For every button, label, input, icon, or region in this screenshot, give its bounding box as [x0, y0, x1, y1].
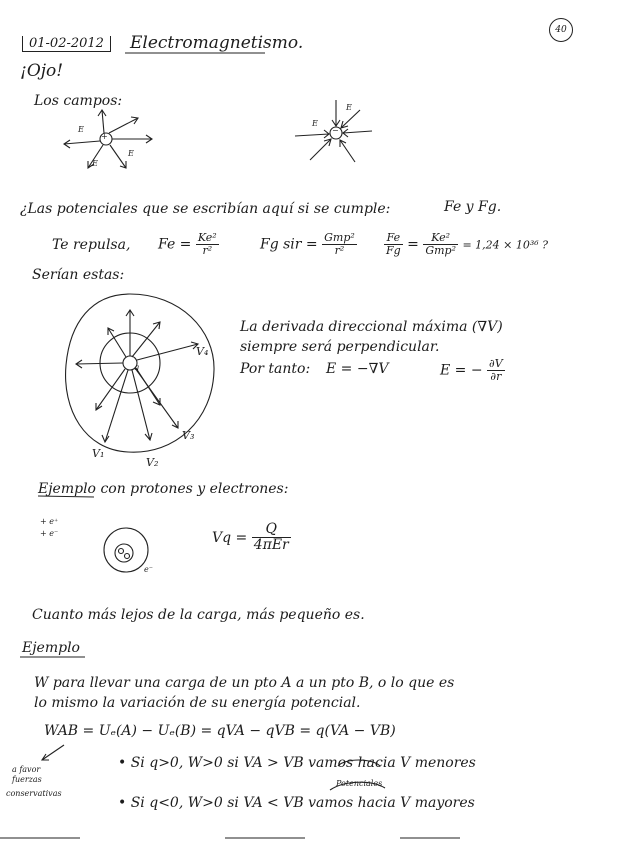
v4-label: V₄	[196, 345, 209, 358]
example-protons-title: Ejemplo con protones y electrones:	[38, 481, 289, 497]
margin-note-3: conservativas	[6, 789, 62, 798]
gravity-formula: Fg sir = $\frac{\text{Gmp²}}{\text{r²}}$	[260, 231, 355, 258]
margin-note-1: a favor	[12, 765, 41, 774]
positive-charge-diagram	[64, 110, 152, 168]
coulomb-formula: Fe = $\frac{\text{Ke²}}{\text{r²}}$	[158, 231, 217, 258]
electron-note: + e⁻	[40, 529, 59, 538]
charge-q-label: q	[134, 363, 140, 372]
electron-label: e⁻	[144, 565, 153, 574]
margin-note-2: fuerzas	[12, 775, 42, 784]
repulsion-label: Te repulsa,	[52, 237, 131, 253]
partial-formula: E = − $\frac{\partial V}{\partial r}$	[440, 357, 503, 384]
plus-charge-sign: +	[101, 132, 108, 141]
gradient-formula: E = −∇V	[326, 361, 389, 377]
work-definition-1: W para llevar una carga de un pto A a un pto B, o lo que es	[34, 675, 455, 691]
v3-label: V₃	[182, 429, 195, 442]
work-definition-2: lo mismo la variación de su energía potencial.	[34, 695, 361, 711]
case-negative-charge: • Si q<0, W>0 si VA < VB vamos hacia V mayores	[118, 795, 475, 811]
work-equation: WAB = Uₑ(A) − Uₑ(B) = qVA − qVB = q(VA − VB)	[44, 723, 396, 739]
e-vector-label-3: E	[128, 149, 134, 158]
e-vector-label-1: E	[78, 125, 84, 134]
derivative-text-2: siempre será perpendicular.	[240, 339, 440, 355]
e-vector-label-4: E	[312, 119, 318, 128]
forces-label: Fe y Fg.	[444, 199, 502, 215]
example-title: Ejemplo	[22, 640, 80, 656]
date-label: 01-02-2012	[22, 36, 111, 52]
v1-label: V₁	[92, 447, 105, 460]
distance-conclusion: Cuanto más lejos de la carga, más pequeño es.	[32, 607, 365, 623]
e-vector-label-5: E	[346, 103, 352, 112]
atom-diagram	[104, 528, 148, 572]
potential-formula: Vq = $\frac{Q}{\text{4πEr}}$	[212, 521, 289, 554]
force-ratio-formula: $\frac{Fe}{Fg}$ = $\frac{\text{Ke²}}{\text{Gmp²}}$ = 1,24 × 10³⁶ ?	[386, 231, 549, 258]
potentials-question: ¿Las potenciales que se escribían aquí si se cumple:	[20, 201, 391, 217]
page-number-badge: 40	[549, 18, 573, 42]
potenciales-note: Potenciales	[336, 779, 383, 788]
therefore-label: Por tanto:	[240, 361, 311, 377]
would-be-label: Serían estas:	[32, 267, 125, 283]
v2-label: V₂	[146, 456, 159, 469]
derivative-text-1: La derivada direccional máxima (∇V)	[240, 319, 503, 335]
case-positive-charge: • Si q>0, W>0 si VA > VB vamos hacia V menores	[118, 755, 476, 771]
minus-charge-sign: −	[332, 126, 339, 135]
proton-note: + e⁺	[40, 517, 59, 526]
e-vector-label-2: E	[92, 159, 98, 168]
ojo-exclamation: ¡Ojo!	[20, 61, 64, 81]
fields-label: Los campos:	[34, 93, 123, 109]
page-title: Electromagnetismo.	[130, 33, 304, 53]
